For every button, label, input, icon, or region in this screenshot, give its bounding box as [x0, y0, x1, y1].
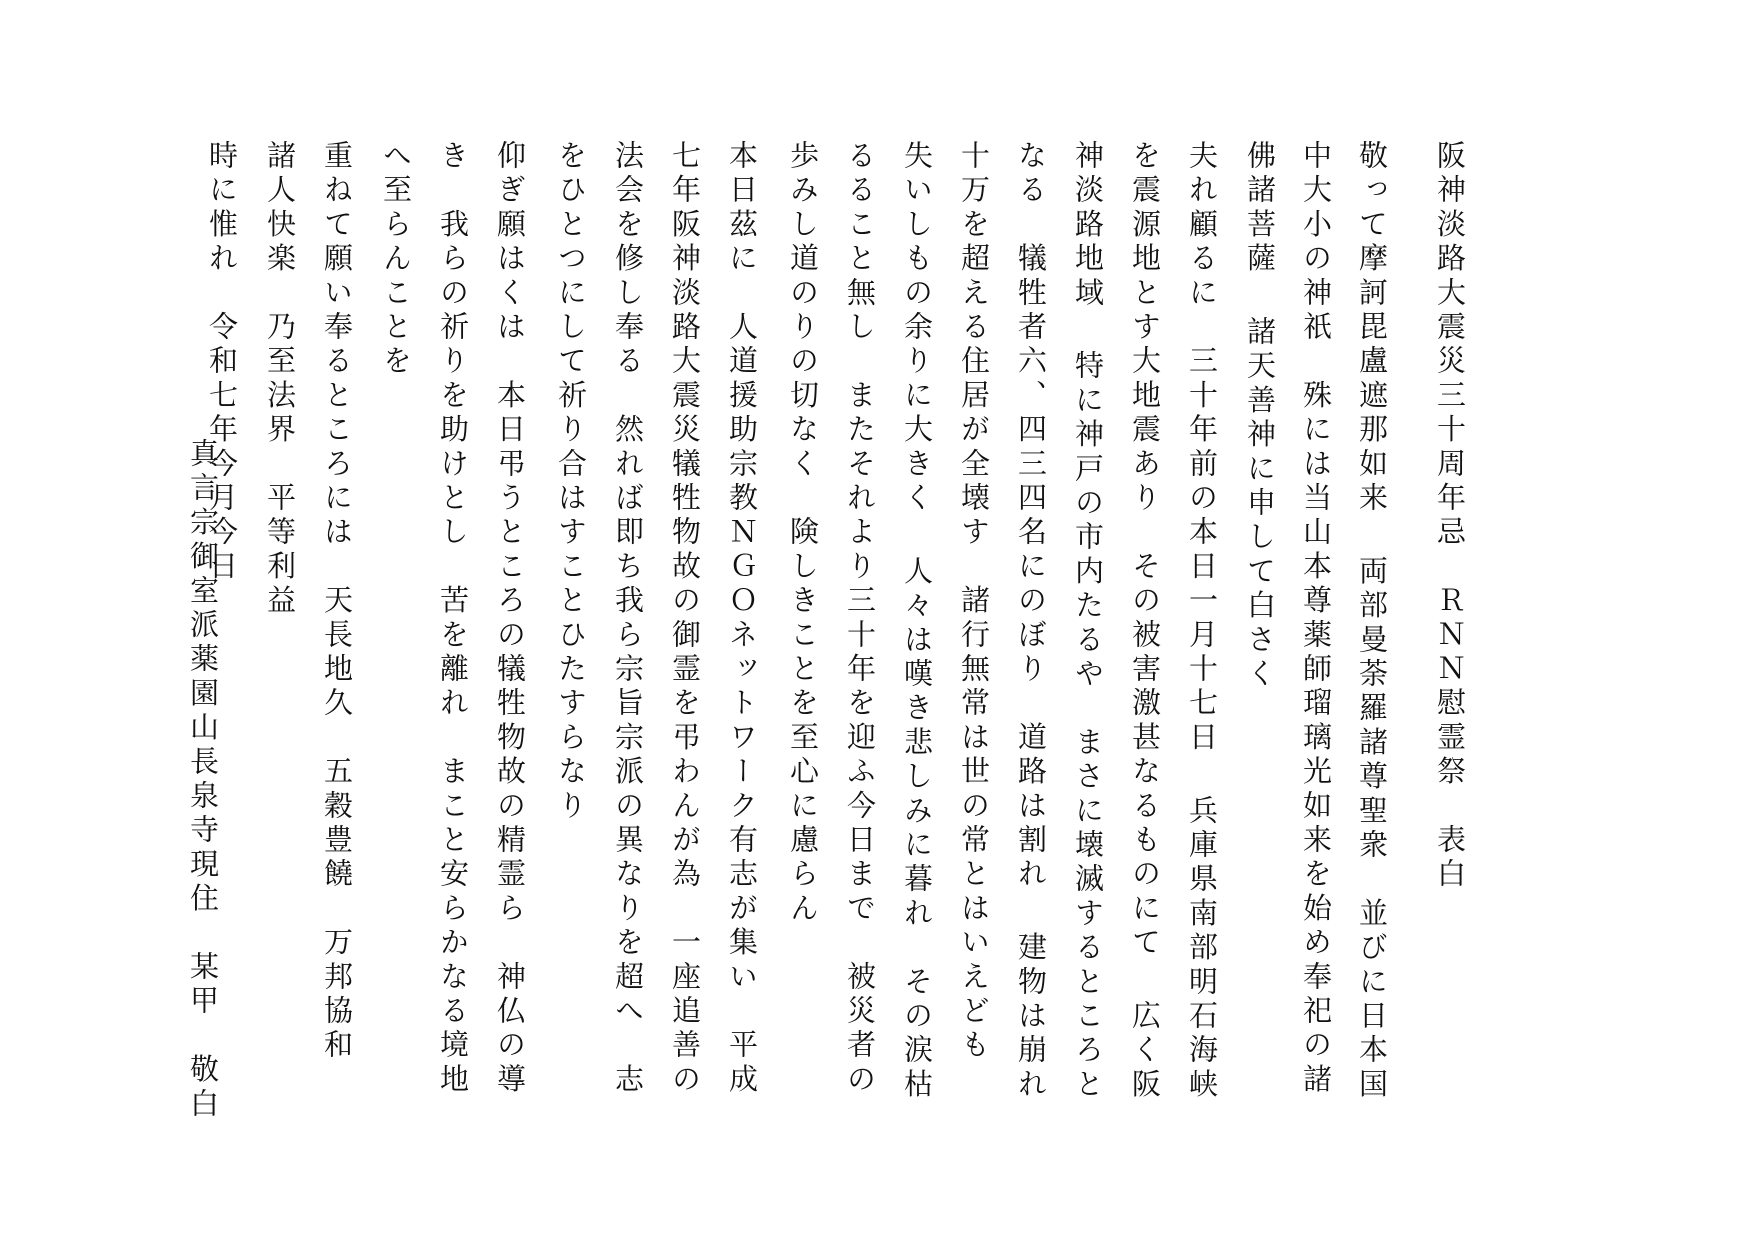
text-line: 失いしもの余りに大きく 人々は嘆き悲しみに暮れ その涙枯 — [900, 140, 934, 1103]
text-line: 中大小の神祇 殊には当山本尊薬師瑠璃光如来を始め奉祀の諸 — [1299, 140, 1333, 1098]
text-line: 重ねて願い奉るところには 天長地久 五穀豊饒 万邦協和 — [320, 140, 354, 1064]
text-line: へ至らんことを — [379, 140, 413, 380]
text-line: き 我らの祈りを助けとし 苦を離れ まこと安らかなる境地 — [436, 140, 470, 1098]
text-line: 諸人快楽 乃至法界 平等利益 — [263, 140, 297, 619]
text-line: 佛諸菩薩 諸天善神に申して白さく — [1243, 140, 1277, 693]
text-line: 時に惟れ 令和七年今月今日 — [205, 140, 239, 585]
text-line: るること無し またそれより三十年を迎ふ今日まで 被災者の — [843, 140, 877, 1098]
text-line: 法会を修し奉る 然れば即ち我ら宗旨宗派の異なりを超へ 志 — [611, 140, 645, 1098]
text-line: 歩みし道のりの切なく 険しきことを至心に慮らん — [786, 140, 820, 927]
text-line: 本日茲に 人道援助宗教ＮＧＯネットワーク有志が集い 平成 — [725, 140, 759, 1098]
document-title: 阪神淡路大震災三十周年忌 ＲＮＮ慰霊祭 表白 — [1433, 140, 1467, 893]
text-line: 十万を超える住居が全壊す 諸行無常は世の常とはいえども — [957, 140, 991, 1064]
signature: 真言宗御室派薬園山長泉寺現住 某甲 敬白 — [186, 438, 220, 1122]
text-line: なる 犠牲者六、四三四名にのぼり 道路は割れ 建物は崩れ — [1014, 140, 1048, 1103]
text-line: 敬って摩訶毘盧遮那如来 両部曼荼羅諸尊聖衆 並びに日本国 — [1355, 140, 1389, 1103]
text-line: を震源地とす大地震あり その被害激甚なるものにて 広く阪 — [1128, 140, 1162, 1103]
text-line: 七年阪神淡路大震災犠牲物故の御霊を弔わんが為 一座追善の — [668, 140, 702, 1098]
text-line: 仰ぎ願はくは 本日弔うところの犠牲物故の精霊ら 神仏の導 — [493, 140, 527, 1098]
text-line: 夫れ顧るに 三十年前の本日一月十七日 兵庫県南部明石海峡 — [1185, 140, 1219, 1103]
text-line: 神淡路地域 特に神戸の市内たるや まさに壊滅するところと — [1071, 140, 1105, 1103]
text-line: をひとつにして祈り合はすことひたすらなり — [554, 140, 588, 824]
